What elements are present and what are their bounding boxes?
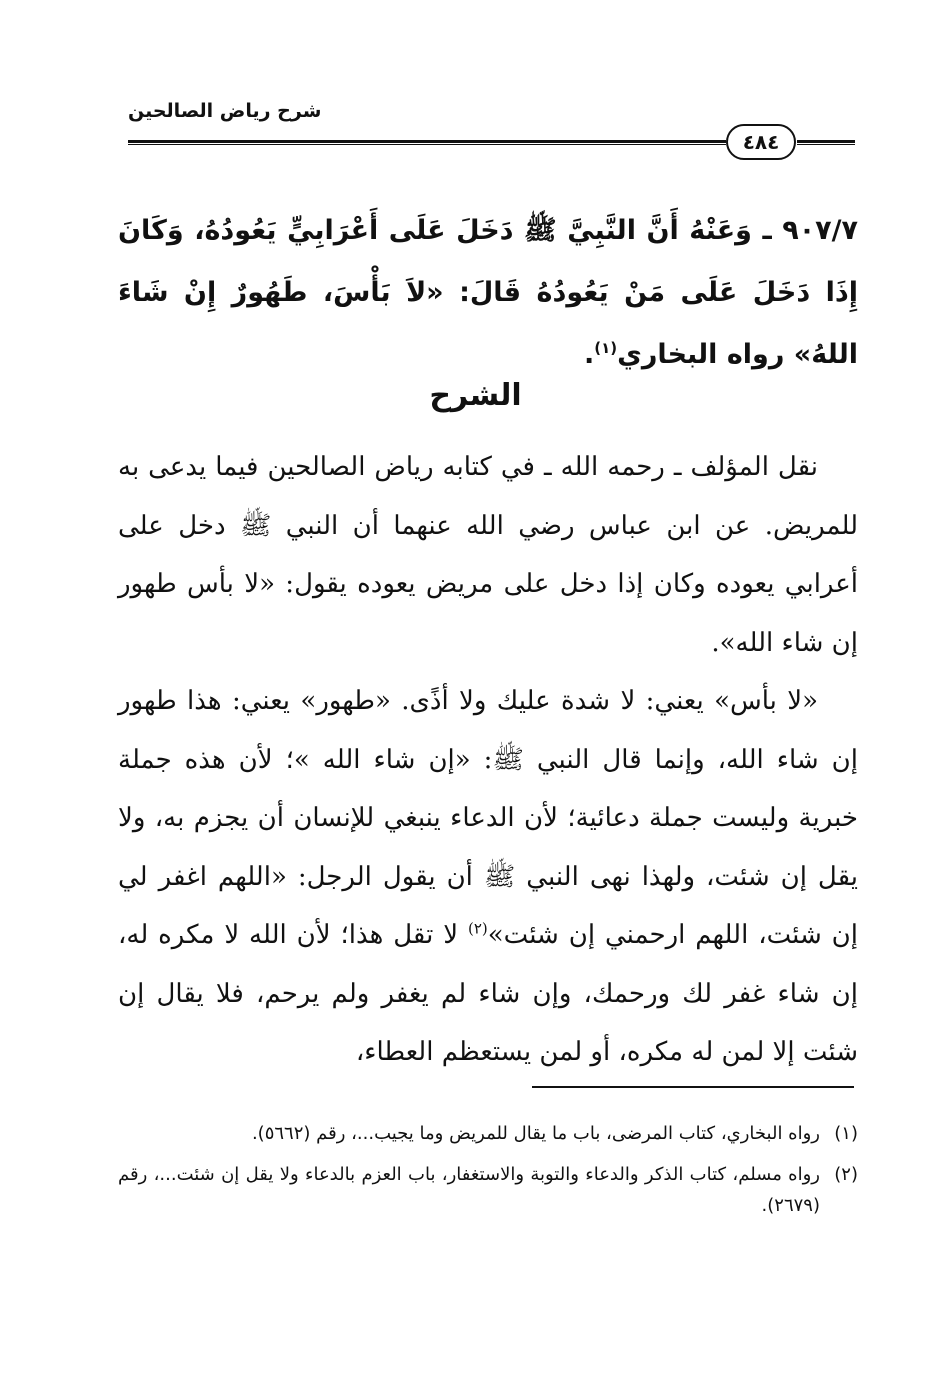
footnote-1 [118, 1118, 858, 1149]
hadith-text [118, 200, 858, 386]
footnote-2 [118, 1159, 858, 1221]
footnote-text: رواه مسلم، كتاب الذكر والدعاء والتوبة والاستغفار، باب العزم بالدعاء ولا يقل إن شئت...، رقم (٢٦٧٩). [118, 1164, 820, 1216]
footnote-marker-2: (٢) [467, 919, 488, 938]
footnotes [118, 1118, 858, 1231]
footnote-number: (١) [834, 1123, 858, 1144]
paragraph-2 [118, 672, 858, 1082]
footnote-text: رواه البخاري، كتاب المرضى، باب ما يقال للمريض وما يجيب...، رقم (٥٦٦٢). [251, 1123, 820, 1144]
page-number: ٤٨٤ [726, 124, 796, 160]
paragraph-2-part-2: لا تقل هذا؛ لأن الله لا مكره له، إن شاء غفر لك ورحمك، وإن شاء لم يغفر ولم يرحم، فلا يقال إن شئت إلا لمن له مكره، أو لمن يستعظم العطاء، [118, 920, 858, 1067]
commentary [118, 438, 858, 1082]
footnote-separator [532, 1086, 854, 1088]
hadith-body: ٩٠٧/٧ ـ وَعَنْهُ أَنَّ النَّبِيَّ ﷺ دَخَلَ عَلَى أَعْرَابِيٍّ يَعُودُهُ، وَكَانَ إِذَا دَخَلَ عَلَى مَنْ يَعُودُهُ قَالَ: «لاَ بَأْسَ، طَهُورٌ إِنْ شَاءَ اللهُ» رواه البخاري [118, 215, 858, 370]
paragraph-1: نقل المؤلف ـ رحمه الله ـ في كتابه رياض الصالحين فيما يدعى به للمريض. عن ابن عباس رضي الله عنهما أن النبي ﷺ دخل على أعرابي يعوده وكان إذا دخل على مريض يعوده يقول: «لا بأس طهور إن شاء الله». [118, 452, 858, 658]
section-title: الشرح [429, 378, 522, 413]
running-title: شرح رياض الصالحين [128, 100, 322, 122]
header-rule-right [797, 140, 855, 145]
footnote-marker-1: (١) [594, 339, 618, 357]
header-rule-left [128, 140, 726, 145]
hadith-end: . [584, 339, 595, 370]
footnote-number: (٢) [834, 1164, 858, 1185]
paragraph-2-part-1: «لا بأس» يعني: لا شدة عليك ولا أذًى. «طهور» يعني: هذا طهور إن شاء الله، وإنما قال النبي ﷺ: «إن شاء الله »؛ لأن هذه جملة خبرية وليست جملة دعائية؛ لأن الدعاء ينبغي للإنسان أن يجزم به، ولا يقل إن شئت، ولهذا نهى النبي ﷺ أن يقول الرجل: «اللهم اغفر لي إن شئت، اللهم ارحمني إن شئت» [118, 686, 859, 950]
